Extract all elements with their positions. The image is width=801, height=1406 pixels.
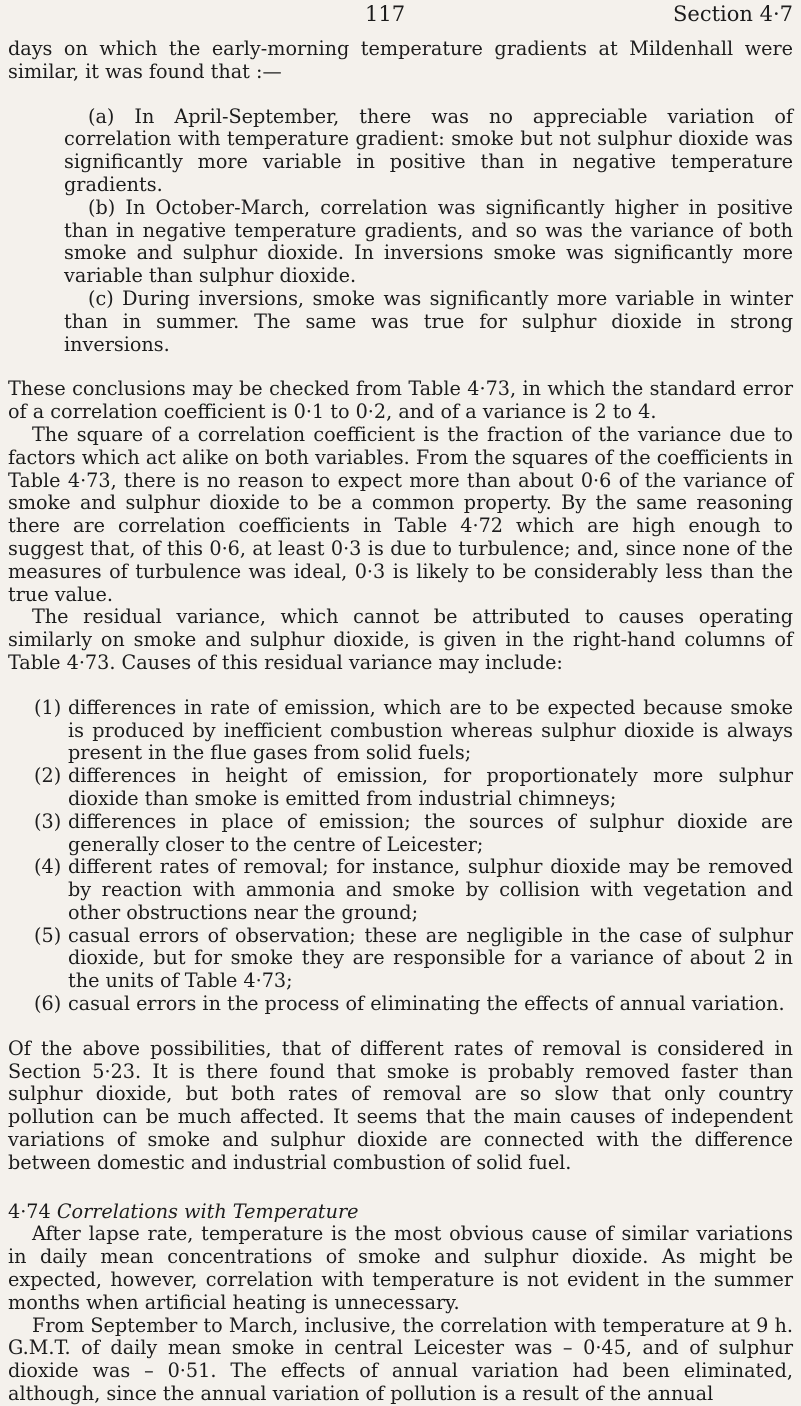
list-item-number: (2) <box>34 764 62 788</box>
intro-paragraph: days on which the early-morning temperature gradients at Mildenhall were similar, it was found that :— <box>8 37 793 83</box>
finding-c: (c) During inversions, smoke was significantly more variable in winter than in summer. The same was true for sulphur dioxide in strong inversions. <box>64 286 793 356</box>
list-item <box>34 856 793 924</box>
paragraph-september-march: From September to March, inclusive, the correlation with temperature at 9 h. G.M.T. of daily mean smoke in central Leicester was – 0·45, and of sulphur dioxide was – 0·51. The effects of annual variation had been eliminated, although, since the annual variation of pollution is a result of the annual <box>8 1313 793 1406</box>
list-item <box>34 697 793 765</box>
list-item-text: differences in place of emission; the sources of sulphur dioxide are generally closer to the centre of Leicester; <box>68 809 793 856</box>
list-item-text: casual errors in the process of eliminating the effects of annual variation. <box>68 992 785 1016</box>
conclusion-paragraph: Of the above possibilities, that of different rates of removal is considered in Section 5·23. It is there found that smoke is probably removed faster than sulphur dioxide, but both rates of removal are so slow that only country pollution can be much affected. It seems that the main causes of independent variations of smoke and sulphur dioxide are connected with the difference between domestic and industrial combustion of solid fuel. <box>8 1036 793 1174</box>
document-body <box>8 38 793 1406</box>
paragraph-lapse-rate: After lapse rate, temperature is the most obvious cause of similar variations in daily mean concentrations of smoke and sulphur dioxide. As might be expected, however, correlation with temperature is not evident in the summer months when artificial heating is unnecessary. <box>8 1222 793 1314</box>
list-item-text: differences in height of emission, for proportionately more sulphur dioxide than smoke is emitted from industrial chimneys; <box>68 764 793 810</box>
list-item-text: casual errors of observation; these are negligible in the case of sulphur dioxide, but for smoke they are responsible for a variance of about 2 in the units of Table 4·73; <box>68 923 793 993</box>
page-header <box>0 2 793 32</box>
finding-b: (b) In October-March, correlation was significantly higher in positive than in negative temperature gradients, and so was the variance of both smoke and sulphur dioxide. In inversions smoke was significantly more variable than sulphur dioxide. <box>64 195 793 288</box>
list-item <box>34 925 793 993</box>
causes-list <box>8 697 793 1016</box>
finding-a: (a) In April-September, there was no appreciable variation of correlation with temperature gradient: smoke but not sulphur dioxide was significantly more variable in positive than in negative temperature gradients. <box>64 104 793 196</box>
list-item-number: (6) <box>34 992 62 1016</box>
paragraph-conclusions-check: These conclusions may be checked from Table 4·73, in which the standard error of a correlation coefficient is 0·1 to 0·2, and of a variance is 2 to 4. <box>8 377 793 424</box>
list-item <box>34 765 793 811</box>
section-reference: Section 4·7 <box>673 2 793 26</box>
list-item <box>34 811 793 857</box>
list-item-number: (1) <box>34 695 62 719</box>
list-item-text: differences in rate of emission, which are to be expected because smoke is produced by inefficient combustion whereas sulphur dioxide is always present in the flue gases from solid fuels; <box>68 695 793 765</box>
page-number: 117 <box>365 2 406 26</box>
paragraph-correlation-square: The square of a correlation coefficient is the fraction of the variance due to factors which act alike on both variables. From the squares of the coefficients in Table 4·73, there is no reason to expect more than about 0·6 of the variance of smoke and sulphur dioxide to be a common property. By the same reasoning there are correlation coefficients in Table 4·72 which are high enough to suggest that, of this 0·6, at least 0·3 is due to turbulence; and, since none of the measures of turbulence was ideal, 0·3 is likely to be considerably less than the true value. <box>8 422 793 606</box>
list-item-number: (5) <box>34 923 62 947</box>
list-item-number: (3) <box>34 809 62 833</box>
list-item-number: (4) <box>34 855 62 879</box>
list-item <box>34 993 793 1016</box>
section-heading-title: Correlations with Temperature <box>56 1199 359 1223</box>
section-heading-number: 4·74 <box>8 1199 51 1223</box>
paragraph-residual-variance: The residual variance, which cannot be attributed to causes operating similarly on smoke and sulphur dioxide, is given in the right-hand columns of Table 4·73. Causes of this residual variance may include: <box>8 605 793 674</box>
section-heading <box>8 1201 793 1224</box>
list-item-text: different rates of removal; for instance, sulphur dioxide may be removed by reaction with ammonia and smoke by collision with vegetation and other obstructions near the ground; <box>68 855 793 924</box>
